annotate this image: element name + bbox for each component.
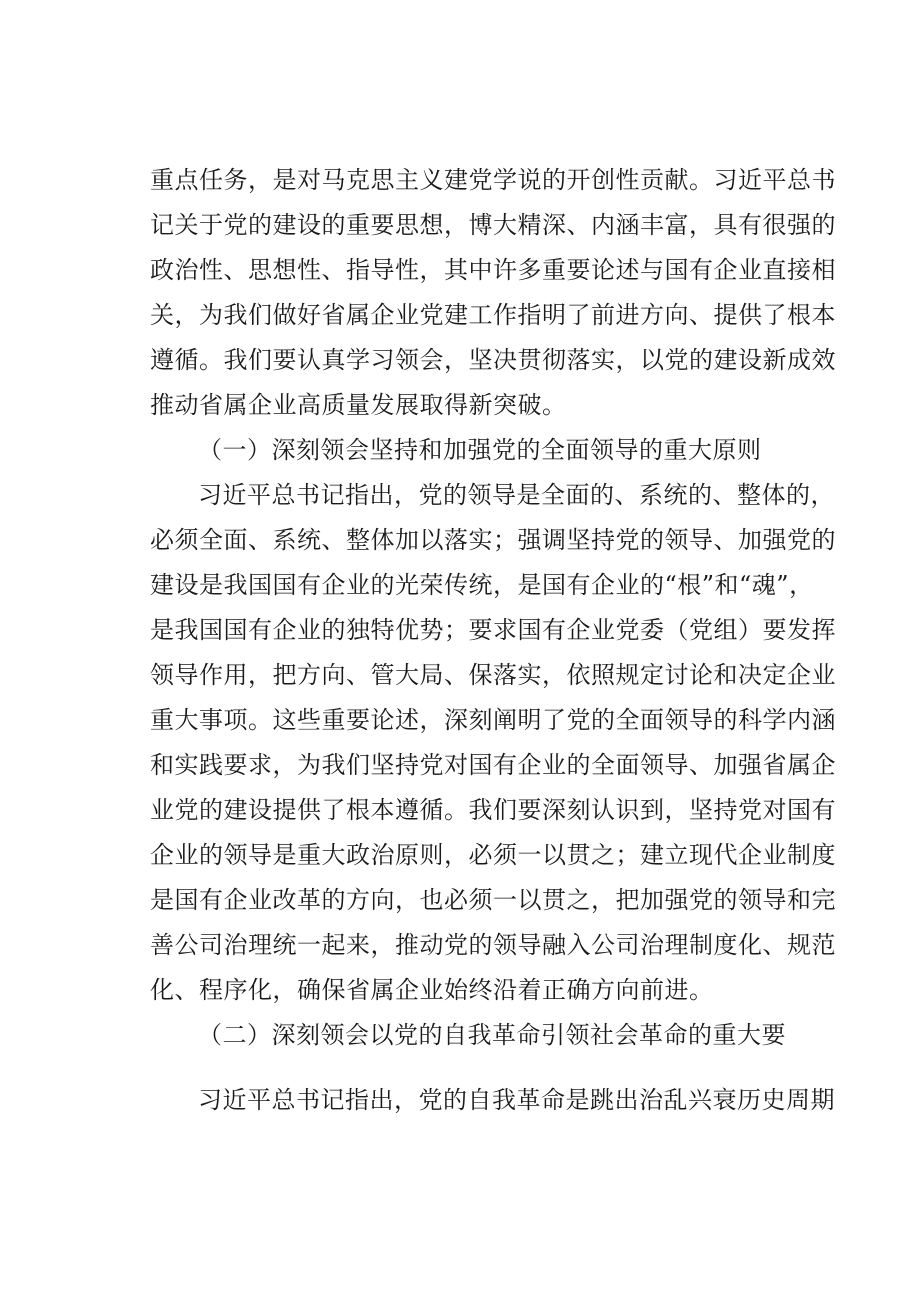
paragraph-line: 关，为我们做好省属企业党建工作指明了前进方向、提供了根本: [150, 301, 836, 329]
paragraph-line: 善公司治理统一起来，推动党的领导融入公司治理制度化、规范: [150, 931, 836, 959]
paragraph-line: 记关于党的建设的重要思想，博大精深、内涵丰富，具有很强的: [150, 211, 836, 239]
paragraph-line: 业党的建设提供了根本遵循。我们要深刻认识到，坚持党对国有: [150, 796, 836, 824]
paragraph-line: 化、程序化，确保省属企业始终沿着正确方向前进。: [150, 976, 714, 1004]
paragraph-line: 遵循。我们要认真学习领会，坚决贯彻落实，以党的建设新成效: [150, 346, 836, 374]
paragraph-line: 是国有企业改革的方向，也必须一以贯之，把加强党的领导和完: [150, 886, 836, 914]
paragraph-line: 领导作用，把方向、管大局、保落实，依照规定讨论和决定企业: [150, 661, 836, 689]
paragraph-line: 推动省属企业高质量发展取得新突破。: [150, 391, 567, 419]
paragraph-line: 重点任务，是对马克思主义建党学说的开创性贡献。习近平总书: [150, 166, 836, 194]
paragraph-line: 习近平总书记指出，党的领导是全面的、系统的、整体的，: [198, 481, 835, 509]
paragraph-line: 重大事项。这些重要论述，深刻阐明了党的全面领导的科学内涵: [150, 706, 836, 734]
paragraph-line: 必须全面、系统、整体加以落实；强调坚持党的领导、加强党的: [150, 526, 836, 554]
paragraph-line: 习近平总书记指出，党的自我革命是跳出治乱兴衰历史周期: [198, 1086, 835, 1114]
section-heading-1: （一）深刻领会坚持和加强党的全面领导的重大原则: [198, 436, 762, 464]
paragraph-line: 和实践要求，为我们坚持党对国有企业的全面领导、加强省属企: [150, 751, 836, 779]
paragraph-line: 建设是我国国有企业的光荣传统，是国有企业的“根”和“魂”，: [150, 571, 814, 599]
paragraph-line: 是我国国有企业的独特优势；要求国有企业党委（党组）要发挥: [150, 616, 836, 644]
paragraph-line: 企业的领导是重大政治原则，必须一以贯之；建立现代企业制度: [150, 841, 836, 869]
section-heading-2: （二）深刻领会以党的自我革命引领社会革命的重大要: [198, 1021, 786, 1049]
paragraph-line: 政治性、思想性、指导性，其中许多重要论述与国有企业直接相: [150, 256, 836, 284]
